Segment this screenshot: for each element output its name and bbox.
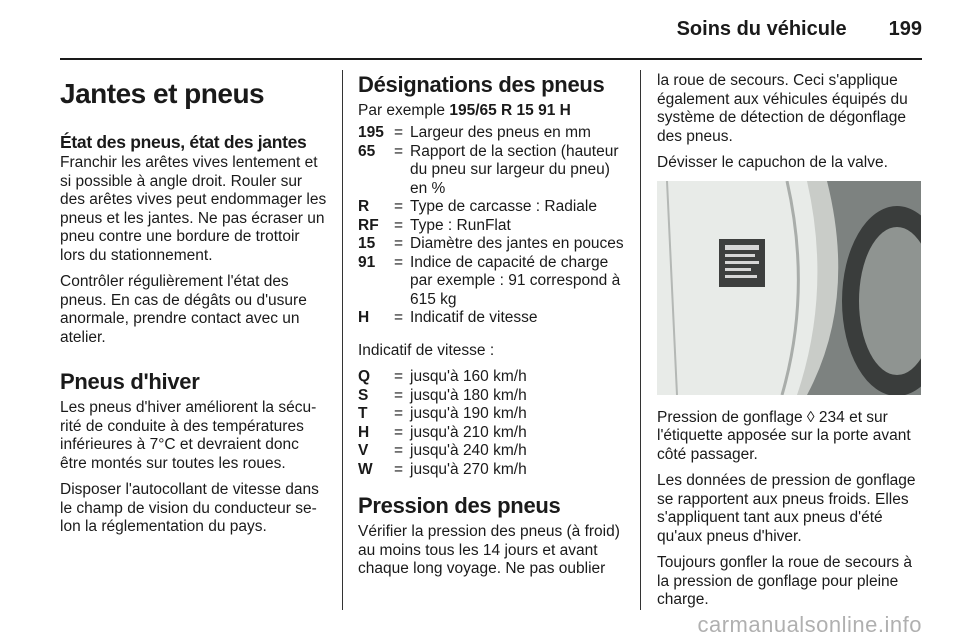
code-equals: = [394,368,404,385]
code-row [358,442,626,461]
code-equals: = [394,386,404,404]
page-header [677,18,922,41]
code-row [358,143,626,199]
code-key: H [358,309,370,326]
paragraph: Disposer l'autocollant de vitesse dans le champ de vision du conducteur selon la réglementation du pays. [60,481,319,535]
code-key: 195 [358,124,384,141]
code-description: Type : RunFlat [410,216,511,234]
code-key: Q [358,368,371,385]
code-row [358,309,626,328]
code-row [358,124,626,143]
code-equals: = [394,124,404,141]
tire-code-table [358,124,626,328]
page-number: 199 [888,18,922,40]
example-label: Par exemple [358,102,446,119]
paragraph: Toujours gonfler la roue de secours à la pression de gonflage pour pleine charge. [657,554,913,608]
code-description: Rapport de la section (hauteur du pneu sur largeur du pneu) en % [410,142,619,197]
subsection-heading: Pneus d'hiver [60,369,200,394]
code-key: W [358,460,373,478]
paragraph: Indicatif de vitesse : [358,341,495,359]
code-equals: = [394,216,404,234]
code-equals: = [394,309,404,326]
code-equals: = [394,235,404,252]
code-key: 15 [358,235,376,252]
code-row [358,461,626,480]
code-row [358,254,626,310]
code-equals: = [394,142,404,160]
header-rule [60,58,922,60]
code-description: Indicatif de vitesse [410,309,538,326]
code-description: jusqu'à 190 km/h [410,405,527,422]
code-key: T [358,405,368,422]
code-key: RF [358,216,379,234]
code-equals: = [394,460,404,478]
example-value: 195/65 R 15 91 H [449,102,571,119]
column-3 [657,72,925,612]
code-key: 91 [358,253,376,271]
code-row [358,235,626,254]
code-equals: = [394,253,404,271]
paragraph: Les données de pression de gonflage se rapportent aux pneus froids. Elles s'appliquent tant aux pneus d'été qu'aux pneus d'hiver. [657,472,916,545]
section-heading: Jantes et pneus [60,78,265,109]
paragraph: la roue de secours. Ceci s'applique également aux véhicules équipés du système de détection de dégonflage des pneus. [657,72,908,145]
code-description: Largeur des pneus en mm [410,124,591,141]
code-row [358,198,626,217]
code-description: jusqu'à 180 km/h [410,386,527,404]
code-row [358,387,626,406]
code-key: S [358,386,369,404]
code-description: jusqu'à 160 km/h [410,368,527,385]
paragraph: Dévisser le capuchon de la valve. [657,154,888,171]
column-2 [358,72,626,612]
code-key: H [358,423,370,441]
paragraph: Pression de gonflage ◊ 234 et sur l'étiquette apposée sur la porte avant côté passager. [657,408,911,463]
paragraph: Franchir les arêtes vives lentement et si possible à angle droit. Rouler sur des arêtes vives peut endommager les pneus et les jantes. Ne pas écraser un pneu contre une bordure de trottoir lors du stationnement. [60,154,327,264]
chapter-title: Soins du véhicule [676,18,847,40]
code-key: R [358,198,370,215]
code-row [358,405,626,424]
paragraph: Contrôler régulièrement l'état des pneus. En cas de dégâts ou d'usure anormale, prendre contact avec un atelier. [60,273,307,346]
code-description: jusqu'à 240 km/h [410,442,527,459]
code-description: jusqu'à 270 km/h [410,460,527,478]
speed-index-table [358,368,626,479]
code-description: Indice de capacité de charge par exemple : 91 correspond à 615 kg [410,253,621,308]
code-key: V [358,442,369,459]
code-row [358,217,626,236]
code-equals: = [394,442,404,459]
example-line [358,102,626,120]
code-description: jusqu'à 210 km/h [410,423,527,441]
code-equals: = [394,405,404,422]
watermark: carmanualsonline.info [697,612,922,637]
subsection-heading: État des pneus, état des jantes [60,132,307,152]
column-divider [640,70,641,610]
code-description: Diamètre des jantes en pouces [410,235,624,252]
code-row [358,424,626,443]
column-1 [60,72,328,612]
paragraph: Vérifier la pression des pneus (à froid) au moins tous les 14 jours et avant chaque long voyage. Ne pas oublier [358,523,620,577]
code-equals: = [394,198,404,215]
subsection-heading: Pression des pneus [358,493,561,518]
code-description: Type de carcasse : Radiale [410,198,597,215]
code-equals: = [394,423,404,441]
valve-label-photo [657,181,921,395]
code-row [358,368,626,387]
column-divider [342,70,343,610]
subsection-heading: Désignations des pneus [358,72,605,97]
code-key: 65 [358,142,376,160]
paragraph: Les pneus d'hiver améliorent la sécurité de conduite à des températures inférieures à 7°C et devraient donc être montés sur toutes les roues. [60,399,317,472]
